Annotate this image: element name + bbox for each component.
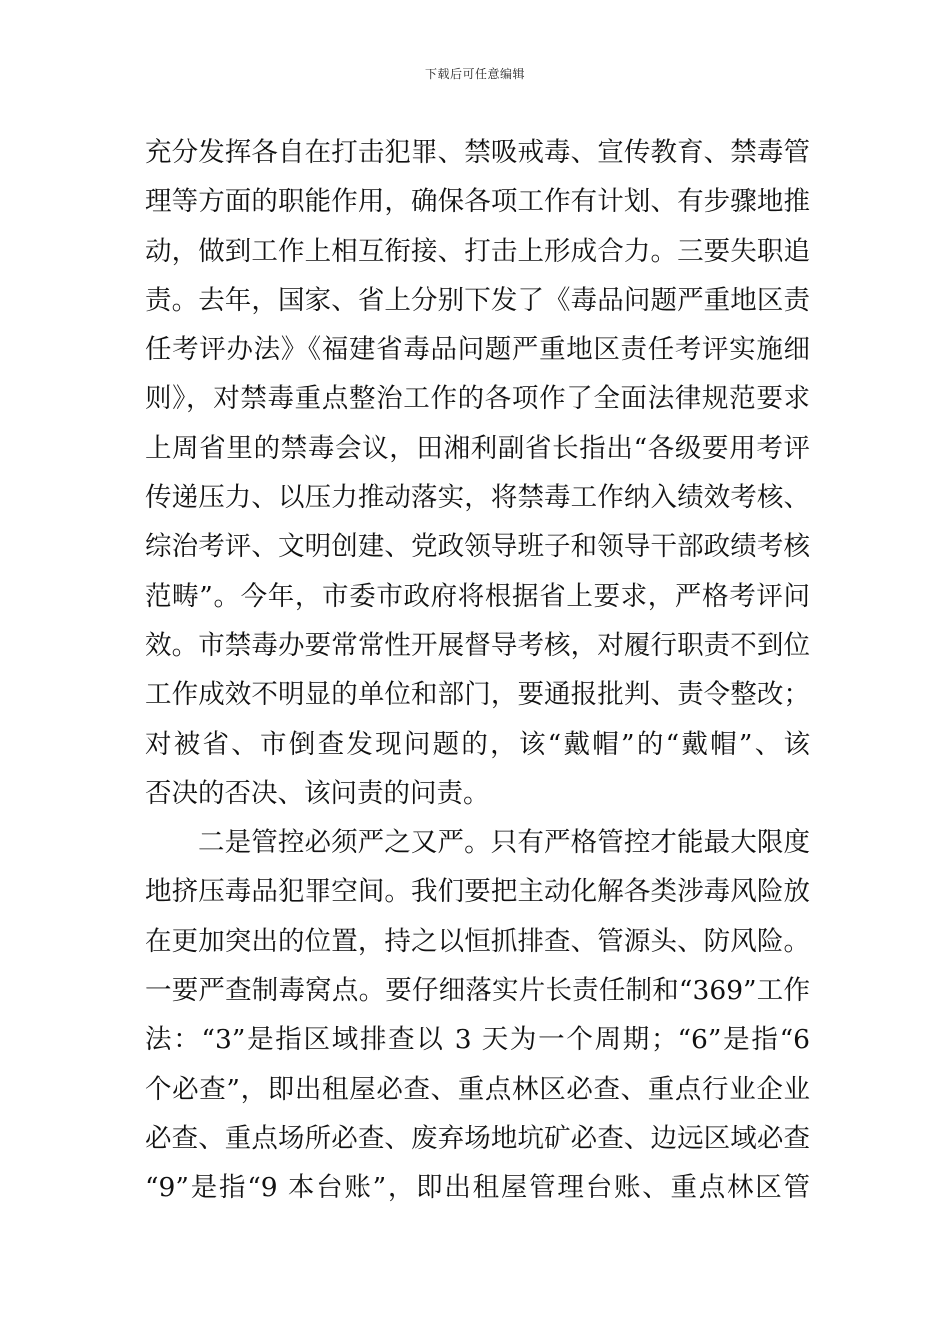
text-line: 效。市禁毒办要常常性开展督导考核，对履行职责不到位 [145,629,810,661]
text-line: 范畴”。今年，市委市政府将根据省上要求，严格考评问 [145,580,810,612]
text-line: 理等方面的职能作用，确保各项工作有计划、有步骤地推 [145,186,810,218]
document-body [145,128,810,1213]
text-line: 否决的否决、该问责的问责。 [145,777,490,809]
text-line: “9”是指“9 本台账”，即出租屋管理台账、重点林区管 [145,1172,810,1204]
paragraph-1 [145,128,810,818]
text-line: 上周省里的禁毒会议，田湘利副省长指出“各级要用考评 [145,432,810,464]
text-line: 则》，对禁毒重点整治工作的各项作了全面法律规范要求 [145,383,810,415]
paragraph-2 [145,818,810,1212]
text-line: 一要严查制毒窝点。要仔细落实片长责任制和“369”工作 [145,975,810,1007]
text-line: 个必查”，即出租屋必查、重点林区必查、重点行业企业 [145,1073,810,1105]
text-line: 充分发挥各自在打击犯罪、禁吸戒毒、宣传教育、禁毒管 [145,137,810,168]
text-line: 在更加突出的位置，持之以恒抓排查、管源头、防风险。 [145,925,810,957]
text-line: 传递压力、以压力推动落实，将禁毒工作纳入绩效考核、 [145,482,810,514]
text-line: 二是管控必须严之又严。只有严格管控才能最大限度 [198,827,810,859]
text-line: 地挤压毒品犯罪空间。我们要把主动化解各类涉毒风险放 [145,876,810,908]
text-line: 法：“3”是指区域排查以 3 天为一个周期；“6”是指“6 [145,1024,810,1056]
text-line: 动，做到工作上相互衔接、打击上形成合力。三要失职追 [145,235,810,267]
page-header: 下载后可任意编辑 [424,67,525,81]
text-line: 工作成效不明显的单位和部门，要通报批判、责令整改； [145,679,810,711]
text-line: 对被省、市倒查发现问题的，该“戴帽”的“戴帽”、该 [145,728,810,760]
text-line: 任考评办法》《福建省毒品问题严重地区责任考评实施细 [145,334,810,366]
text-line: 责。去年，国家、省上分别下发了《毒品问题严重地区责 [145,284,810,316]
text-line: 综治考评、文明创建、党政领导班子和领导干部政绩考核 [145,531,810,563]
text-line: 必查、重点场所必查、废弃场地坑矿必查、边远区域必查 [145,1122,810,1154]
